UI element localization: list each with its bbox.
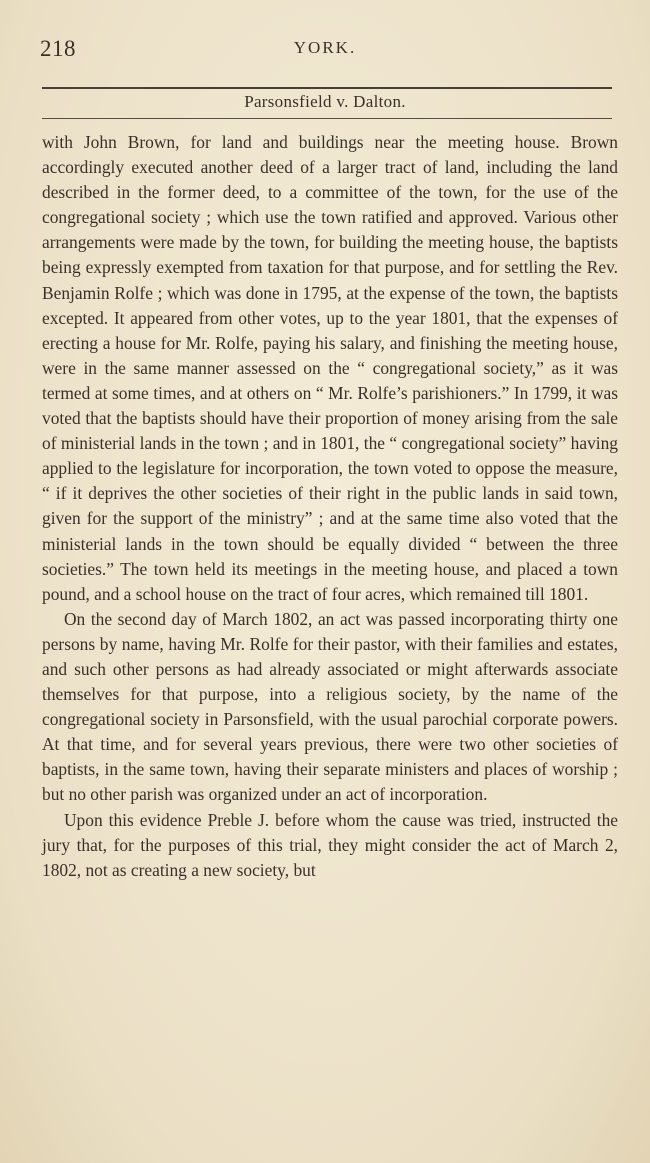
paragraph: On the second day of March 1802, an act was passed incorporating thirty one persons by name, having Mr. Rolfe for their pastor, with their families and estates, and such other persons as had already associated or might afterwards associate themselves for that purpose, into a religious society, by the name of the congregational society in Parsonsfield, with the usual parochial corporate powers. At that time, and for several years previous, there were two other societies of baptists, in the same town, having their separate ministers and places of worship ; but no other parish was organized under an act of incorporation.: [42, 608, 618, 805]
paragraph: with John Brown, for land and buildings near the meeting house. Brown accordingly executed another deed of a larger tract of land, including the land described in the former deed, to a committee of the town, for the use of the congregational society ; which use the town ratified and approved. Various other arrangements were made by the town, for building the meeting house, the baptists being expressly exempted from taxation for that purpose, and for settling the Rev. Benjamin Rolfe ; which was done in 1795, at the expense of the town, the baptists excepted. It appeared from other votes, up to the year 1801, that the expenses of erecting a house for Mr. Rolfe, paying his salary, and finishing the meeting house, were in the same manner assessed on the “ congregational society,” as it was termed at some times, and at others on “ Mr. Rolfe’s parishioners.” In 1799, it was voted that the baptists should have their proportion of money arising from the sale of ministerial lands in the town ; and in 1801, the “ congregational society” having applied to the legislature for incorporation, the town voted to oppose the measure, “ if it deprives the other societies of their right in the public lands in said town, given for the support of the ministry” ; and at the same time also voted that the ministerial lands in the town should be equally divided “ between the three societies.” The town held its meetings in the meeting house, and placed a town pound, and a school house on the tract of four acres, which remained till 1801.: [42, 132, 618, 604]
case-title-rule: [42, 118, 612, 119]
running-head: YORK.: [293, 38, 357, 57]
paragraph: Upon this evidence Preble J. before whom the cause was tried, instructed the jury that, for the purposes of this trial, they might consider the act of March 2, 1802, not as creating a new society, but: [42, 809, 618, 880]
page-header: [38, 36, 612, 66]
header-rule: [42, 87, 612, 89]
case-title: Parsonsfield v. Dalton.: [244, 92, 406, 111]
body-text: [42, 130, 618, 883]
page-number: 218: [40, 36, 76, 61]
